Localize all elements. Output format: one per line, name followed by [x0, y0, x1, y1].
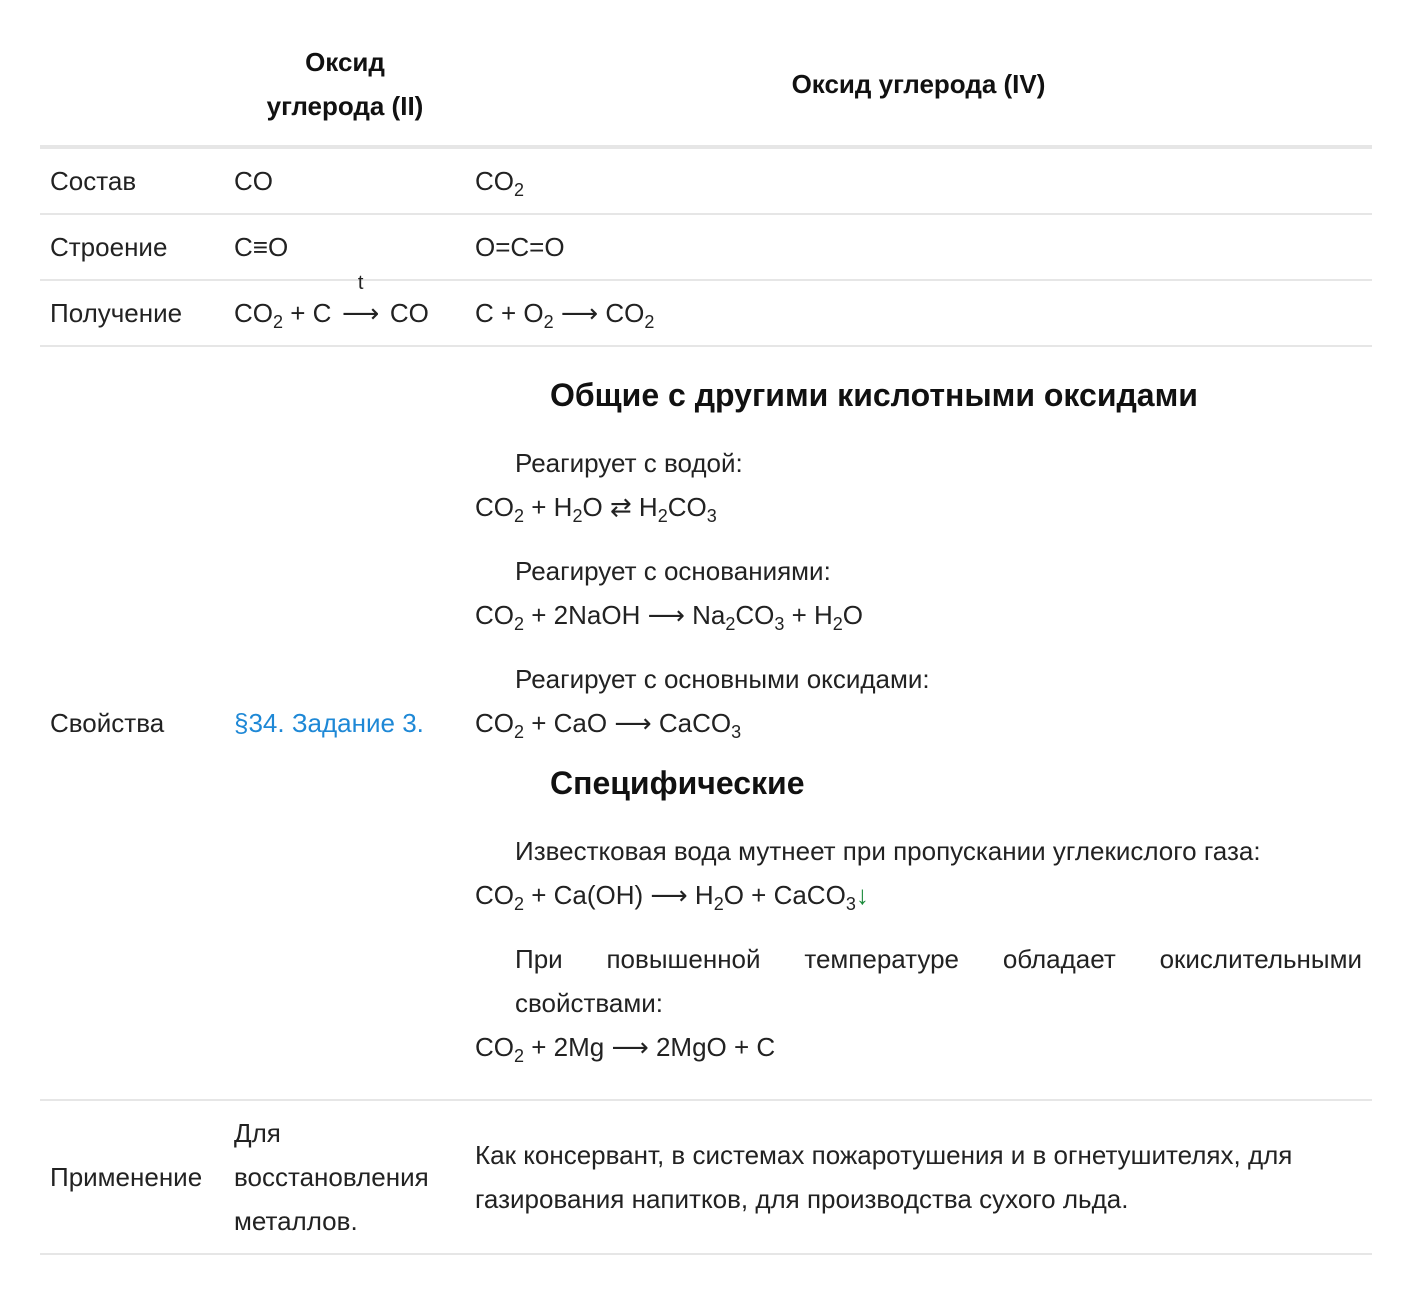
precipitate-arrow-icon: ↓ — [855, 880, 869, 910]
subscript: 2 — [273, 312, 284, 332]
eq-part: CO — [667, 492, 707, 522]
subscript: 2 — [644, 312, 655, 332]
subscript: 3 — [731, 722, 742, 742]
text-line: Для — [234, 1118, 281, 1148]
table-row-composition — [40, 149, 1372, 215]
subscript: 2 — [543, 312, 554, 332]
equation-bases — [475, 593, 1362, 637]
equation-lime-water — [475, 873, 1362, 917]
formula-text: CO — [475, 166, 514, 196]
row-label: Свойства — [50, 708, 165, 738]
specific-properties-heading: Специфические — [550, 765, 805, 801]
eq-part: + 2NaOH ⟶ Na — [524, 600, 726, 630]
subscript: 2 — [514, 1046, 525, 1066]
heat-label: t — [357, 272, 364, 294]
eq-part: CO — [475, 1032, 514, 1062]
eq-part: CO — [735, 600, 775, 630]
eq-part: + H — [784, 600, 833, 630]
eq-part: O — [842, 600, 864, 630]
equation-basic-oxides — [475, 701, 1362, 745]
eq-part: C + O — [475, 298, 544, 328]
table-row-properties — [40, 347, 1372, 1101]
header-co-line2: углерода (II) — [266, 91, 424, 121]
table-row-structure — [40, 215, 1372, 281]
eq-part: + H — [524, 492, 573, 522]
eq-part: + Ca(OH) ⟶ H — [524, 880, 714, 910]
text-line: восстановления — [234, 1162, 429, 1192]
subscript: 3 — [706, 506, 717, 526]
subscript: 2 — [514, 894, 525, 914]
text-line: металлов. — [234, 1206, 358, 1236]
heat-arrow — [339, 272, 383, 335]
co-preparation-equation — [234, 272, 429, 335]
subscript: 2 — [514, 614, 525, 634]
eq-part: + 2Mg ⟶ 2MgO + C — [524, 1032, 776, 1062]
co-application — [234, 1111, 429, 1243]
eq-part: + CaO ⟶ CaCO — [524, 708, 732, 738]
eq-part: CO — [475, 492, 514, 522]
equation-magnesium — [475, 1025, 1362, 1069]
row-label: Строение — [50, 232, 168, 262]
co-formula: CO — [234, 166, 273, 196]
eq-part: CO — [475, 880, 514, 910]
co-structure: C≡O — [234, 232, 289, 262]
table-row-preparation — [40, 272, 1372, 347]
table-row-application — [40, 1101, 1372, 1255]
eq-part: + C — [283, 298, 339, 328]
eq-part: CO — [475, 708, 514, 738]
arrow-icon: ⟶ — [342, 298, 380, 328]
eq-part: CO — [382, 298, 429, 328]
header-co2: Оксид углерода (IV) — [791, 69, 1046, 99]
subscript: 2 — [713, 894, 724, 914]
co2-formula — [475, 159, 524, 203]
equation-water — [475, 485, 1362, 529]
eq-part: O + CaCO — [723, 880, 846, 910]
subscript: 2 — [572, 506, 583, 526]
eq-part: CO — [475, 600, 514, 630]
table-header — [40, 0, 1372, 149]
subscript: 2 — [514, 180, 525, 200]
subscript: 2 — [725, 614, 736, 634]
subscript: 2 — [514, 722, 525, 742]
co2-preparation-equation — [475, 291, 654, 335]
row-label: Применение — [50, 1162, 203, 1192]
co2-structure: O=C=O — [475, 232, 565, 262]
header-co-line1: Оксид — [305, 47, 385, 77]
property-text: Реагирует с водой: — [515, 448, 743, 478]
header-co — [240, 40, 450, 128]
property-text: Реагирует с основными оксидами: — [515, 664, 930, 694]
subscript: 2 — [514, 506, 525, 526]
property-text: При повышенной температуре обладает окислительными свойствами: — [515, 944, 1362, 1018]
co-properties-link[interactable]: §34. Задание 3. — [234, 708, 424, 738]
subscript: 3 — [774, 614, 785, 634]
subscript: 2 — [832, 614, 843, 634]
property-text: Известковая вода мутнеет при пропускании углекислого газа: — [515, 836, 1261, 866]
row-label: Состав — [50, 166, 137, 196]
subscript: 3 — [845, 894, 856, 914]
comparison-table — [40, 0, 1372, 1255]
eq-part: ⟶ CO — [553, 298, 645, 328]
subscript: 2 — [657, 506, 668, 526]
eq-part: O ⇄ H — [582, 492, 658, 522]
row-label: Получение — [50, 298, 183, 328]
property-text: Реагирует с основаниями: — [515, 556, 831, 586]
general-properties-heading: Общие с другими кислотными оксидами — [550, 377, 1198, 413]
co2-application: Как консервант, в системах пожаротушения и в огнетушителях, для газирования напитков, для производства сухого льда. — [475, 1140, 1293, 1214]
eq-part: CO — [234, 298, 273, 328]
